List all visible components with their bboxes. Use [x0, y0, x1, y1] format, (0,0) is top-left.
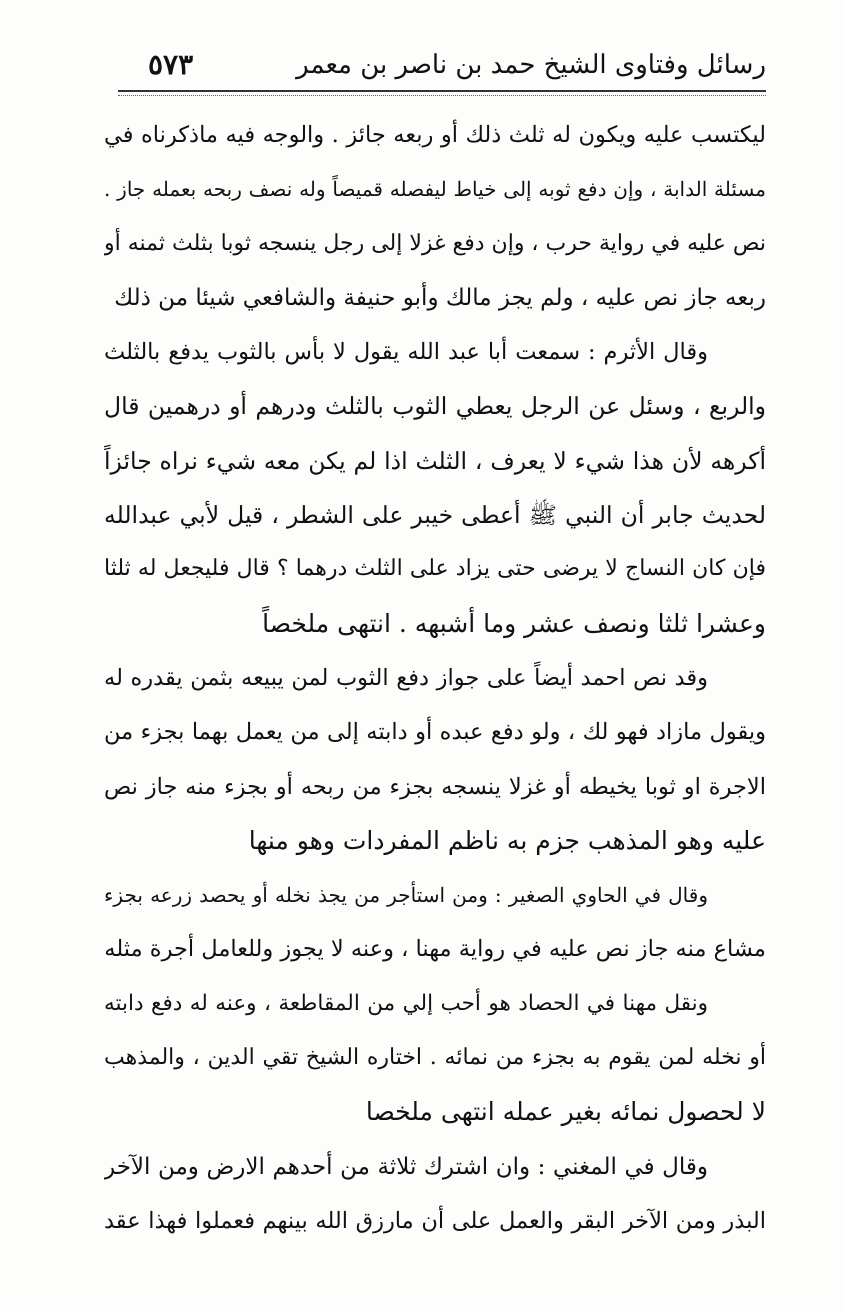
page-header: [118, 40, 766, 90]
text-line: ليكتسب عليه ويكون له ثلث ذلك أو ربعه جائز . والوجه فيه ماذكرناه في: [104, 122, 766, 148]
text-line: عليه وهو المذهب جزم به ناظم المفردات وهو منها: [248, 825, 766, 855]
text-line: وقال في الحاوي الصغير : ومن استأجر من يجذ نخله أو يحصد زرعه بجزء: [104, 883, 708, 908]
body-text: [104, 108, 766, 1248]
running-title: رسائل وفتاوى الشيخ حمد بن ناصر بن معمر: [296, 50, 766, 80]
text-line: وعشرا ثلثا ونصف عشر وما أشبهه . انتهى ملخصاً: [262, 608, 766, 638]
text-line: وقال في المغني : وان اشترك ثلاثة من أحدهم الارض ومن الآخر: [104, 1153, 708, 1180]
text-line: مشاع منه جاز نص عليه في رواية مهنا ، وعنه لا يجوز وللعامل أجرة مثله: [104, 936, 766, 963]
header-rule-dotted: [118, 95, 766, 96]
text-line: لا لحصول نمائه بغير عمله انتهى ملخصا: [365, 1097, 766, 1127]
text-line: فإن كان النساج لا يرضى حتى يزاد على الثلث درهما ؟ قال فليجعل له ثلثا: [104, 556, 766, 582]
text-line: أكرهه لأن هذا شيء لا يعرف ، الثلث اذا لم يكن معه شيء نراه جائزاً: [104, 446, 766, 475]
text-line: البذر ومن الآخر البقر والعمل على أن مارزق الله بينهم فعملوا فهذا عقد: [104, 1207, 766, 1234]
page-number: ٥٧٣: [148, 48, 194, 81]
text-line: ويقول مازاد فهو لك ، ولو دفع عبده أو دابته إلى من يعمل بهما بجزء من: [104, 719, 766, 746]
text-line: وقال الأثرم : سمعت أبا عبد الله يقول لا بأس بالثوب يدفع بالثلث: [104, 339, 708, 366]
header-rule: [118, 90, 766, 92]
text-line: مسئلة الدابة ، وإن دفع ثوبه إلى خياط ليفصله قميصاً وله نصف ربحه بعمله جاز .: [104, 177, 766, 202]
text-line: نص عليه في رواية حرب ، وإن دفع غزلا إلى رجل ينسجه ثوبا بثلث ثمنه أو: [104, 230, 766, 256]
text-line: الاجرة او ثوبا يخيطه أو غزلا ينسجه بجزء من ربحه أو بجزء منه جاز نص: [104, 773, 766, 800]
text-line: ونقل مهنا في الحصاد هو أحب إلي من المقاطعة ، وعنه له دفع دابته: [104, 990, 708, 1016]
text-line: والربع ، وسئل عن الرجل يعطي الثوب بالثلث ودرهم أو درهمين قال: [104, 392, 766, 421]
text-line: أو نخله لمن يقوم به بجزء من نمائه . اختاره الشيخ تقي الدين ، والمذهب: [104, 1045, 766, 1071]
text-line: لحديث جابر أن النبي ﷺ أعطى خيبر على الشطر ، قيل لأبي عبدالله: [104, 501, 766, 530]
text-line: ربعه جاز نص عليه ، ولم يجز مالك وأبو حنيفة والشافعي شيئا من ذلك: [114, 284, 766, 311]
text-line: وقد نص احمد أيضاً على جواز دفع الثوب لمن يبيعه بثمن يقدره له: [104, 664, 708, 691]
